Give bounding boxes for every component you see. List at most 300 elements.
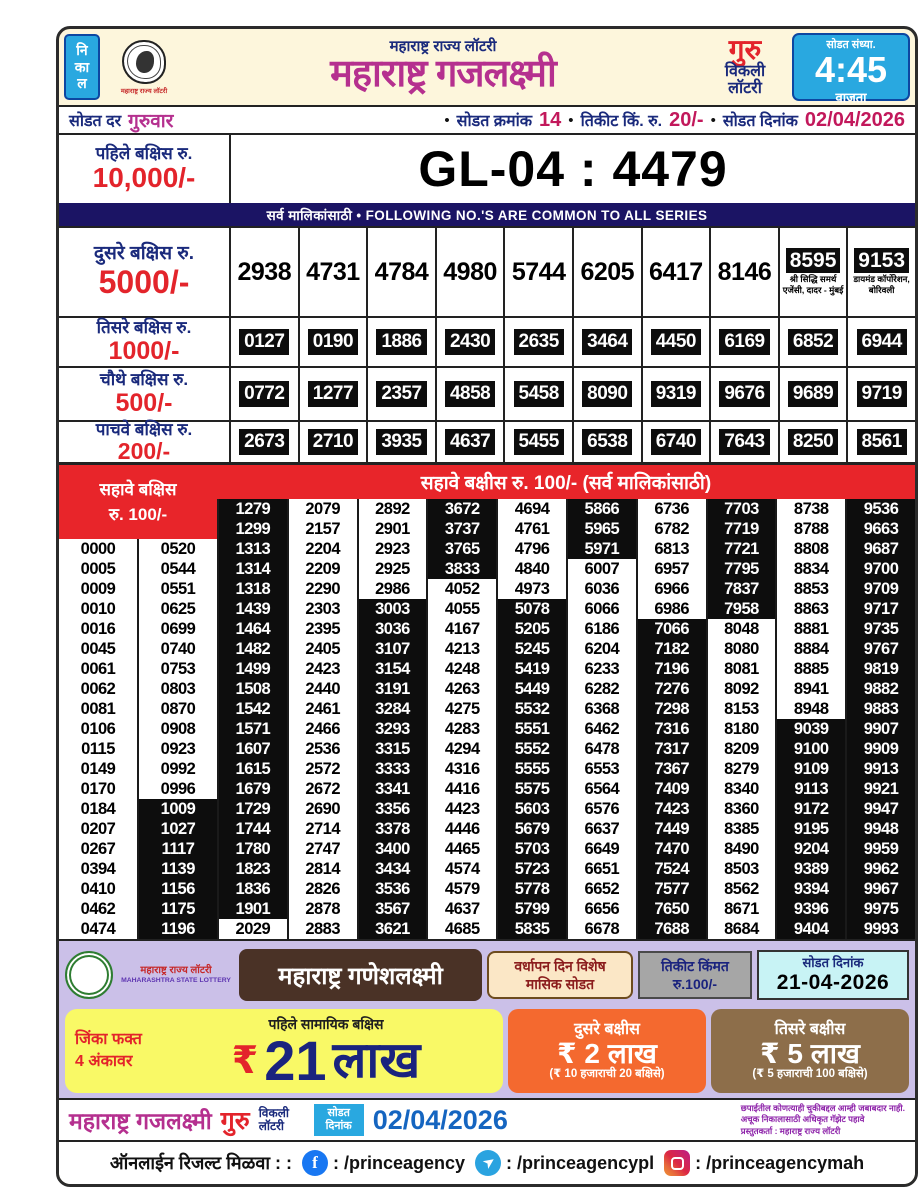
result-number: 1009 — [139, 799, 217, 819]
result-number: 4416 — [428, 779, 496, 799]
result-number: 6233 — [568, 659, 636, 679]
result-number: 5449 — [498, 679, 566, 699]
result-number: 9962 — [847, 859, 915, 879]
prize-number: 1886 — [376, 329, 426, 356]
first-prize-winning-number: GL-04 : 4479 — [418, 141, 728, 197]
brand-col — [118, 965, 234, 984]
fifth-prize-number-cell — [709, 422, 778, 462]
facebook-icon[interactable]: f — [302, 1150, 328, 1176]
sixth-prize-label-box — [59, 465, 217, 539]
result-number: 2290 — [289, 579, 357, 599]
result-number: 9993 — [847, 919, 915, 939]
result-number: 0207 — [59, 819, 137, 839]
result-number: 6651 — [568, 859, 636, 879]
result-number: 7721 — [708, 539, 776, 559]
social-label: ऑनलाईन रिजल्ट मिळवा : : — [109, 1153, 292, 1173]
third-prize-numbers — [231, 318, 915, 366]
result-number: 8863 — [777, 599, 845, 619]
ticket-price-label: तिकीट किं. रु. — [580, 113, 663, 130]
jackpot-line — [159, 1028, 493, 1092]
guru-label: गुरु — [728, 34, 762, 66]
result-number: 0699 — [139, 619, 217, 639]
result-number: 3036 — [359, 619, 427, 639]
result-number: 9687 — [847, 539, 915, 559]
second-prize-numbers — [231, 228, 915, 316]
result-number: 3737 — [428, 519, 496, 539]
result-number: 3672 — [428, 499, 496, 519]
result-number: 2714 — [289, 819, 357, 839]
third-prize-promo-detail: (₹ 5 हजाराची 100 बक्षिसे) — [752, 1068, 868, 1081]
win-line-1: जिंका फक्त — [75, 1031, 142, 1049]
second-prize-agent-cell — [846, 228, 915, 316]
result-number: 9100 — [777, 739, 845, 759]
prize-number: 4637 — [445, 429, 495, 456]
result-number: 0062 — [59, 679, 137, 699]
second-prize-label-cell — [59, 228, 231, 316]
result-number: 2029 — [219, 919, 287, 939]
second-prize-number: 6417 — [649, 257, 703, 286]
result-number: 3293 — [359, 719, 427, 739]
brand-small-en: MAHARASHTRA STATE LOTTERY — [121, 976, 231, 984]
win-col — [75, 1029, 159, 1072]
result-number: 5419 — [498, 659, 566, 679]
result-number: 0520 — [139, 539, 217, 559]
third-prize-number-cell — [298, 318, 367, 366]
fifth-prize-number-cell — [298, 422, 367, 462]
second-prize-number: 8146 — [717, 257, 772, 286]
second-prize-number: 2938 — [237, 257, 292, 286]
result-number: 8671 — [708, 899, 776, 919]
fifth-prize-number-cell — [231, 422, 298, 462]
result-number: 0474 — [59, 919, 137, 939]
third-prize-number-cell — [641, 318, 710, 366]
second-prize-number-cell — [641, 228, 710, 316]
draw-date-label: सोडत दिनांक — [722, 113, 798, 130]
result-number: 8808 — [777, 539, 845, 559]
fifth-prize-numbers — [231, 422, 915, 462]
third-prize-number-cell — [231, 318, 298, 366]
result-number: 1318 — [219, 579, 287, 599]
result-number: 8503 — [708, 859, 776, 879]
result-number: 0544 — [139, 559, 217, 579]
result-number: 9819 — [847, 659, 915, 679]
result-number: 3333 — [359, 759, 427, 779]
third-prize-row — [59, 316, 915, 366]
result-number: 6656 — [568, 899, 636, 919]
result-number: 4694 — [498, 499, 566, 519]
fourth-prize-row — [59, 366, 915, 420]
result-number: 5575 — [498, 779, 566, 799]
fourth-prize-number-cell — [778, 368, 847, 420]
nikal-letter: नि — [76, 41, 88, 58]
result-number: 8180 — [708, 719, 776, 739]
result-number: 5078 — [498, 599, 566, 619]
special-line-1: वर्धापन दिन विशेष — [514, 957, 606, 974]
result-number: 7795 — [708, 559, 776, 579]
guru-wrap — [703, 36, 787, 98]
result-number: 2826 — [289, 879, 357, 899]
result-number: 0000 — [59, 539, 137, 559]
result-number: 4973 — [498, 579, 566, 599]
social-bar — [59, 1140, 915, 1184]
prize-number: 1277 — [308, 381, 358, 408]
nikal-box — [64, 34, 100, 100]
result-number: 7066 — [638, 619, 706, 639]
second-prize-number: 4980 — [443, 257, 497, 286]
result-number: 8385 — [708, 819, 776, 839]
result-number: 2572 — [289, 759, 357, 779]
result-number: 4423 — [428, 799, 496, 819]
result-number: 1508 — [219, 679, 287, 699]
result-number: 6066 — [568, 599, 636, 619]
result-number: 3154 — [359, 659, 427, 679]
result-column — [496, 499, 566, 939]
draw-number: 14 — [539, 108, 562, 131]
result-number: 4761 — [498, 519, 566, 539]
result-number: 0081 — [59, 699, 137, 719]
draw-time-label: सोडत संध्या. — [826, 39, 876, 51]
result-number: 5679 — [498, 819, 566, 839]
result-number: 2672 — [289, 779, 357, 799]
result-number: 8881 — [777, 619, 845, 639]
prize-number: 4450 — [651, 329, 701, 356]
nikal-letter: ल — [77, 75, 87, 92]
special-draw-box — [487, 951, 633, 999]
prize-number: 8090 — [582, 381, 632, 408]
promo-draw-date-label: सोडत दिनांक — [802, 954, 864, 970]
second-prize-number: 8595 — [786, 248, 841, 273]
result-number: 0016 — [59, 619, 137, 639]
result-number: 3107 — [359, 639, 427, 659]
disclaimer-line-2: अचूक निकालासाठी अधिकृत गॅझेट पहावे — [740, 1114, 865, 1125]
agent-name: श्री सिद्धि समर्थ एजेंसी, दादर - मुंबई — [782, 274, 844, 295]
result-number: 8490 — [708, 839, 776, 859]
result-number: 3536 — [359, 879, 427, 899]
result-number: 3434 — [359, 859, 427, 879]
result-number: 0170 — [59, 779, 137, 799]
third-prize-promo-amount: ₹ 5 लाख — [760, 1038, 860, 1069]
result-number: 2466 — [289, 719, 357, 739]
prize-number: 2710 — [308, 429, 358, 456]
fourth-prize-number-cell — [846, 368, 915, 420]
result-number: 9709 — [847, 579, 915, 599]
result-number: 1139 — [139, 859, 217, 879]
prize-number: 2357 — [376, 381, 426, 408]
second-prize-number-cell — [572, 228, 641, 316]
footer-date-label: सोडत दिनांक — [314, 1104, 364, 1135]
first-prize-amount: 10,000/- — [92, 162, 196, 194]
draw-number-label: सोडत क्रमांक — [456, 113, 533, 130]
result-number: 4052 — [428, 579, 496, 599]
result-number: 6637 — [568, 819, 636, 839]
social-items — [302, 1150, 864, 1176]
fourth-prize-number-cell — [366, 368, 435, 420]
result-number: 1823 — [219, 859, 287, 879]
result-column — [636, 499, 706, 939]
result-number: 7182 — [638, 639, 706, 659]
prize-number: 4858 — [445, 381, 495, 408]
result-number: 6282 — [568, 679, 636, 699]
result-number: 1729 — [219, 799, 287, 819]
result-number: 3765 — [428, 539, 496, 559]
result-number: 7577 — [638, 879, 706, 899]
social-handle[interactable]: : /princeagencypl — [506, 1152, 655, 1173]
result-number: 8340 — [708, 779, 776, 799]
promo-row-2 — [65, 1009, 909, 1093]
result-number: 1117 — [139, 839, 217, 859]
result-number: 0115 — [59, 739, 137, 759]
sixth-prize-right — [217, 465, 915, 939]
fifth-prize-number-cell — [641, 422, 710, 462]
third-prize-number-cell — [435, 318, 504, 366]
fifth-prize-number-cell — [435, 422, 504, 462]
special-line-2: मासिक सोडत — [525, 976, 595, 992]
result-number: 7367 — [638, 759, 706, 779]
result-number: 6957 — [638, 559, 706, 579]
prize-number: 0190 — [308, 329, 358, 356]
result-number: 2690 — [289, 799, 357, 819]
result-number: 8360 — [708, 799, 776, 819]
result-number: 5723 — [498, 859, 566, 879]
result-number: 1279 — [219, 499, 287, 519]
result-number: 2079 — [289, 499, 357, 519]
result-number: 1607 — [219, 739, 287, 759]
result-number: 4579 — [428, 879, 496, 899]
result-number: 0870 — [139, 699, 217, 719]
result-number: 6186 — [568, 619, 636, 639]
promo-draw-date: 21-04-2026 — [776, 971, 890, 995]
small-title: महाराष्ट्र राज्य लॉटरी — [389, 38, 497, 56]
result-number: 9882 — [847, 679, 915, 699]
second-prize-amount: 5000/- — [98, 264, 190, 301]
prize-number: 0127 — [239, 329, 289, 356]
result-number: 1679 — [219, 779, 287, 799]
result-number: 0462 — [59, 899, 137, 919]
info-strip — [59, 105, 915, 135]
fifth-prize-label-cell — [59, 419, 231, 465]
result-number: 6368 — [568, 699, 636, 719]
result-number: 6986 — [638, 599, 706, 619]
result-number: 5532 — [498, 699, 566, 719]
weekly-label: विकली लॉटरी — [724, 63, 766, 97]
result-number: 3315 — [359, 739, 427, 759]
header — [59, 29, 915, 105]
result-number: 1027 — [139, 819, 217, 839]
draw-time-box — [792, 33, 910, 105]
disclaimer-line-1: छपाईतील कोणत्याही चुकीबद्दल आम्ही जबाबदार नाही. — [740, 1103, 905, 1114]
result-number: 2747 — [289, 839, 357, 859]
state-lottery-logo-icon — [65, 951, 113, 999]
result-number: 4796 — [498, 539, 566, 559]
prize-number: 6852 — [788, 329, 838, 356]
result-number: 9394 — [777, 879, 845, 899]
logo-caption: महाराष्ट्र राज्य लॉटरी — [120, 87, 168, 95]
result-number: 9113 — [777, 779, 845, 799]
result-number: 9921 — [847, 779, 915, 799]
result-number: 4446 — [428, 819, 496, 839]
result-number: 9883 — [847, 699, 915, 719]
result-column — [137, 539, 217, 939]
result-number: 2986 — [359, 579, 427, 599]
result-number: 7449 — [638, 819, 706, 839]
prize-number: 3464 — [582, 329, 632, 356]
result-number: 7409 — [638, 779, 706, 799]
prize-number: 9689 — [788, 381, 838, 408]
result-number: 7276 — [638, 679, 706, 699]
draw-date: 02/04/2026 — [804, 108, 905, 131]
prize-number: 2430 — [445, 329, 495, 356]
result-number: 3284 — [359, 699, 427, 719]
scheme-title: महाराष्ट्र गणेशलक्ष्मी — [239, 949, 482, 1001]
prize-number: 9676 — [719, 381, 769, 408]
bullet: • — [444, 111, 450, 129]
result-number: 3833 — [428, 559, 496, 579]
result-number: 0106 — [59, 719, 137, 739]
result-number: 6966 — [638, 579, 706, 599]
result-number: 9404 — [777, 919, 845, 939]
result-number: 2461 — [289, 699, 357, 719]
result-number: 5971 — [568, 539, 636, 559]
result-number: 6678 — [568, 919, 636, 939]
result-column — [706, 499, 776, 939]
result-number: 9039 — [777, 719, 845, 739]
prize-number: 9719 — [857, 381, 907, 408]
result-number: 1499 — [219, 659, 287, 679]
prize-number: 2673 — [239, 429, 289, 456]
result-number: 8562 — [708, 879, 776, 899]
social-handle[interactable]: : /princeagencymah — [695, 1152, 865, 1173]
third-prize-number-cell — [366, 318, 435, 366]
result-number: 0267 — [59, 839, 137, 859]
result-number: 5552 — [498, 739, 566, 759]
result-column — [59, 539, 137, 939]
sixth-prize-band: सहावे बक्षीस रु. 100/- (सर्व मालिकांसाठी) — [217, 465, 915, 499]
third-prize-number-cell — [503, 318, 572, 366]
prize-number: 7643 — [719, 429, 769, 456]
result-column — [357, 499, 427, 939]
promo-row-1 — [65, 946, 909, 1004]
result-number: 1175 — [139, 899, 217, 919]
result-number: 1571 — [219, 719, 287, 739]
second-prize-agent-cell — [778, 228, 847, 316]
result-number: 9959 — [847, 839, 915, 859]
prize-number: 5458 — [514, 381, 564, 408]
result-number: 0005 — [59, 559, 137, 579]
result-number: 6736 — [638, 499, 706, 519]
result-number: 7837 — [708, 579, 776, 599]
bullet: • — [710, 111, 716, 129]
result-number: 4840 — [498, 559, 566, 579]
result-number: 9907 — [847, 719, 915, 739]
ticket-price: 20/- — [669, 108, 704, 131]
instagram-icon[interactable] — [664, 1150, 690, 1176]
result-number: 9909 — [847, 739, 915, 759]
result-number: 6564 — [568, 779, 636, 799]
prize-number: 6944 — [857, 329, 907, 356]
result-number: 8209 — [708, 739, 776, 759]
telegram-icon[interactable]: ➤ — [475, 1150, 501, 1176]
second-prize-number-cell — [366, 228, 435, 316]
result-number: 2814 — [289, 859, 357, 879]
result-column — [775, 499, 845, 939]
result-number: 6652 — [568, 879, 636, 899]
result-number: 0184 — [59, 799, 137, 819]
result-number: 8153 — [708, 699, 776, 719]
result-number: 9396 — [777, 899, 845, 919]
social-item — [475, 1150, 654, 1176]
disclaimer — [741, 1103, 905, 1136]
result-number: 0992 — [139, 759, 217, 779]
series-band: सर्व मालिकांसाठी • FOLLOWING NO.'S ARE COMMON TO ALL SERIES — [59, 203, 915, 226]
result-number: 1901 — [219, 899, 287, 919]
result-number: 9948 — [847, 819, 915, 839]
promo-section — [59, 939, 915, 1098]
prize-number: 8561 — [857, 429, 907, 456]
third-prize-label: तिसरे बक्षिस रु. — [96, 318, 192, 338]
prize-number: 3935 — [376, 429, 426, 456]
result-number: 8081 — [708, 659, 776, 679]
result-number: 7316 — [638, 719, 706, 739]
second-prize-number-cell — [298, 228, 367, 316]
result-number: 2925 — [359, 559, 427, 579]
result-column — [287, 499, 357, 939]
fourth-prize-number-cell — [503, 368, 572, 420]
third-prize-promo-box — [711, 1009, 909, 1093]
result-number: 4167 — [428, 619, 496, 639]
result-number: 0803 — [139, 679, 217, 699]
brand-small: महाराष्ट्र राज्य लॉटरी — [140, 965, 212, 977]
result-number: 9967 — [847, 879, 915, 899]
result-number: 7688 — [638, 919, 706, 939]
result-number: 8788 — [777, 519, 845, 539]
third-prize-promo-title: तिसरे बक्षीस — [774, 1020, 846, 1038]
result-number: 0410 — [59, 879, 137, 899]
result-number: 1156 — [139, 879, 217, 899]
result-number: 1314 — [219, 559, 287, 579]
result-number: 0625 — [139, 599, 217, 619]
result-number: 9195 — [777, 819, 845, 839]
result-number: 6782 — [638, 519, 706, 539]
result-number: 4294 — [428, 739, 496, 759]
result-number: 5778 — [498, 879, 566, 899]
fifth-prize-number-cell — [503, 422, 572, 462]
agent-name: डायमंड कॉर्पोरेशन, बोरिवली — [853, 274, 910, 295]
result-number: 3191 — [359, 679, 427, 699]
page-title: महाराष्ट्र गजलक्ष्मी — [330, 52, 556, 95]
result-number: 5799 — [498, 899, 566, 919]
first-prize-label-cell — [59, 135, 231, 203]
disclaimer-line-3: प्रस्तुतकर्ता : महाराष्ट्र राज्य लॉटरी — [740, 1125, 841, 1136]
result-number: 9767 — [847, 639, 915, 659]
sixth-prize-section — [59, 462, 915, 939]
social-item — [302, 1150, 465, 1176]
result-number: 7423 — [638, 799, 706, 819]
social-handle[interactable]: : /princeagency — [333, 1152, 466, 1173]
result-number: 7470 — [638, 839, 706, 859]
result-number: 5965 — [568, 519, 636, 539]
result-number: 6576 — [568, 799, 636, 819]
result-number: 4685 — [428, 919, 496, 939]
result-number: 9735 — [847, 619, 915, 639]
result-number: 8948 — [777, 699, 845, 719]
promo-ticket-price-box — [638, 951, 752, 999]
result-number: 0009 — [59, 579, 137, 599]
third-prize-number-cell — [778, 318, 847, 366]
fifth-prize-amount: 200/- — [117, 438, 171, 465]
jackpot-box — [65, 1009, 503, 1093]
result-column — [845, 499, 915, 939]
result-number: 9717 — [847, 599, 915, 619]
